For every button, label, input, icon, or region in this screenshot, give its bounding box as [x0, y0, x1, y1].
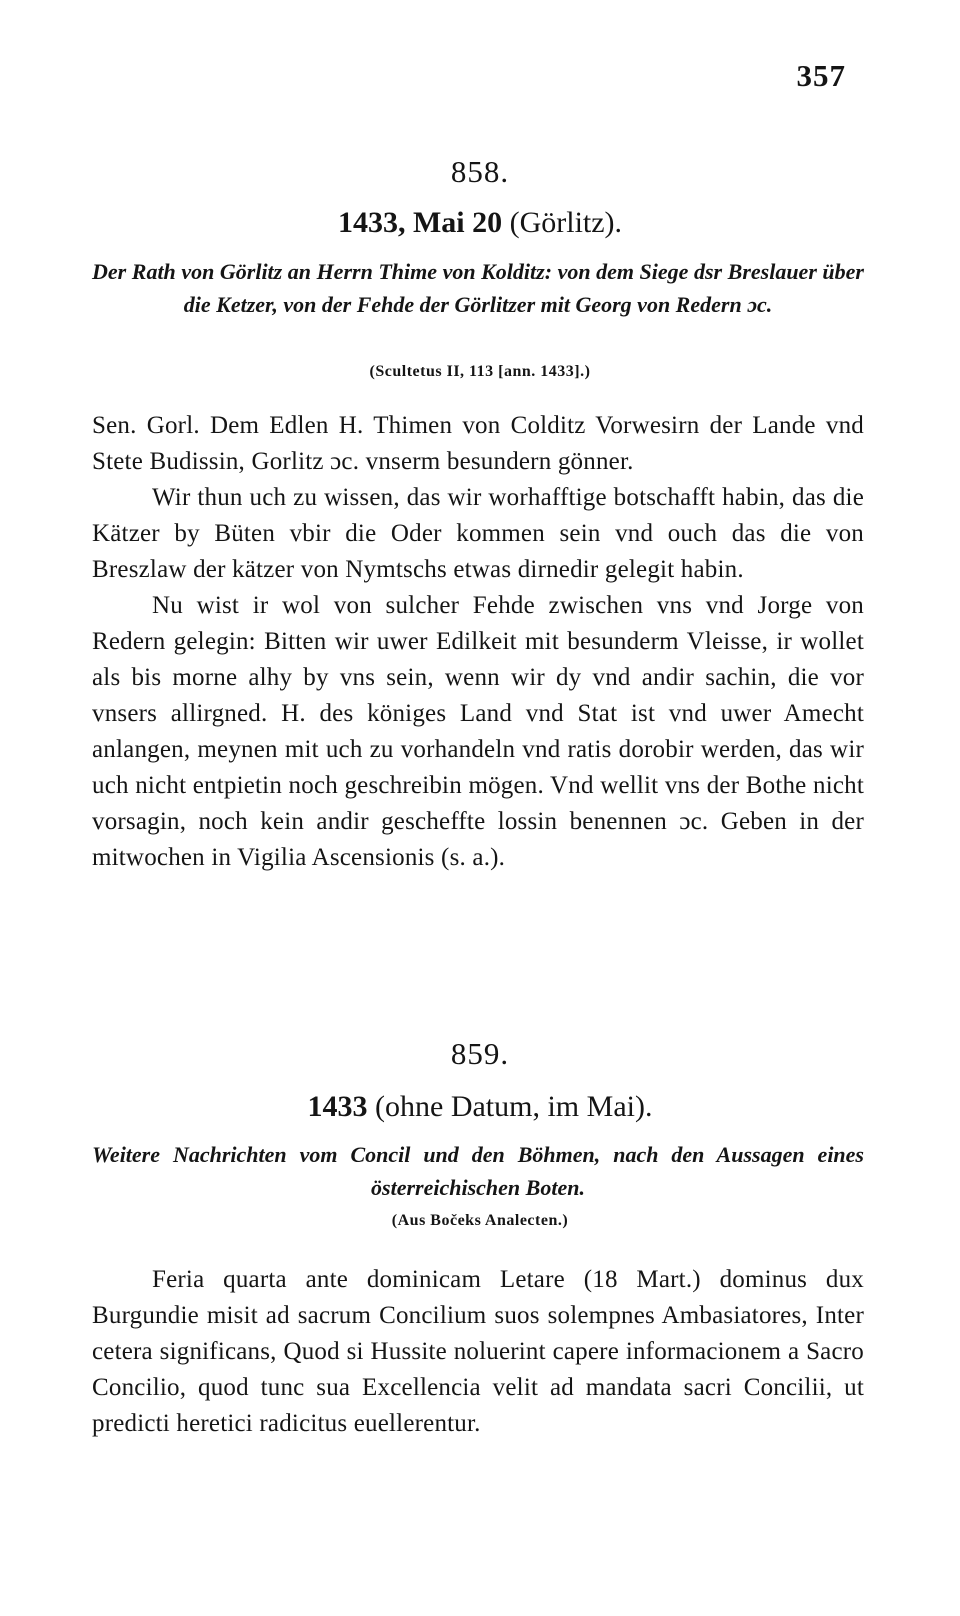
entry-date-bold: 1433 [307, 1090, 368, 1123]
entry-date [0, 1090, 960, 1124]
entry-source: (Scultetus II, 113 [ann. 1433].) [369, 363, 591, 380]
entry-date-bold: 1433, Mai 20 [337, 206, 503, 239]
paragraph: Feria quarta ante dominicam Letare (18 Mart.) dominus dux Burgundie misit ad sacrum Concilium suos solempnes Ambasiatores, Inter cetera significans, Quod si Hussite noluerint capere informacionem a Sacro Concilio, quod tunc sua Excellencia velit ad mandata sacri Concilii, ut predicti heretici radicitus euellerentur. [92, 1266, 864, 1437]
paragraph: Nu wist ir wol von sulcher Fehde zwischen vns vnd Jorge von Redern gelegin: Bitten wir uwer Edilkeit mit besunderm Vleisse, ir wollet als bis morne alhy by vns sein, wenn wir dy vnd andir sachin, die vor vnsers allirgned. H. des königes Land vnd Stat ist vnd uwer Amecht anlangen, meynen mit uch zu vorhandeln vnd ratis dorobir werden, das wir uch nicht entpietin noch geschreibin mögen. Vnd wellit vns der Bothe nicht vorsagin, noch kein andir gescheffte lossin benennen ɔc. Geben in der mitwochen in Vigilia Ascensionis (s. a.). [92, 592, 864, 871]
page-number: 357 [796, 58, 846, 93]
entry-body [92, 408, 864, 876]
entry-number: 859. [450, 1036, 510, 1071]
entry-date-place: (ohne Datum, im Mai). [375, 1090, 653, 1123]
entry-source: (Aus Bočeks Analecten.) [391, 1212, 569, 1229]
entry-date-place: (Görlitz). [509, 206, 623, 239]
entry-summary: Weitere Nachrichten vom Concil und den Böhmen, nach den Aussagen eines österreichischen Boten. [92, 1142, 864, 1200]
entry-number: 858. [450, 154, 510, 189]
entry-summary: Der Rath von Görlitz an Herrn Thime von Kolditz: von dem Siege dsr Breslauer über die Ketzer, von der Fehde der Görlitzer mit Georg von Redern ɔc. [92, 259, 864, 317]
paragraph: Sen. Gorl. Dem Edlen H. Thimen von Colditz Vorwesirn der Lande vnd Stete Budissin, Gorlitz ɔc. vnserm besundern gönner. [92, 412, 864, 475]
paragraph: Wir thun uch zu wissen, das wir worhafftige botschafft habin, das die Kätzer by Büten vbir die Oder kommen sein vnd ouch das die von Breszlaw der kätzer von Nymtschs etwas dirnedir gelegit habin. [92, 484, 864, 583]
entry-body [92, 1262, 864, 1442]
entry-date [0, 206, 960, 240]
